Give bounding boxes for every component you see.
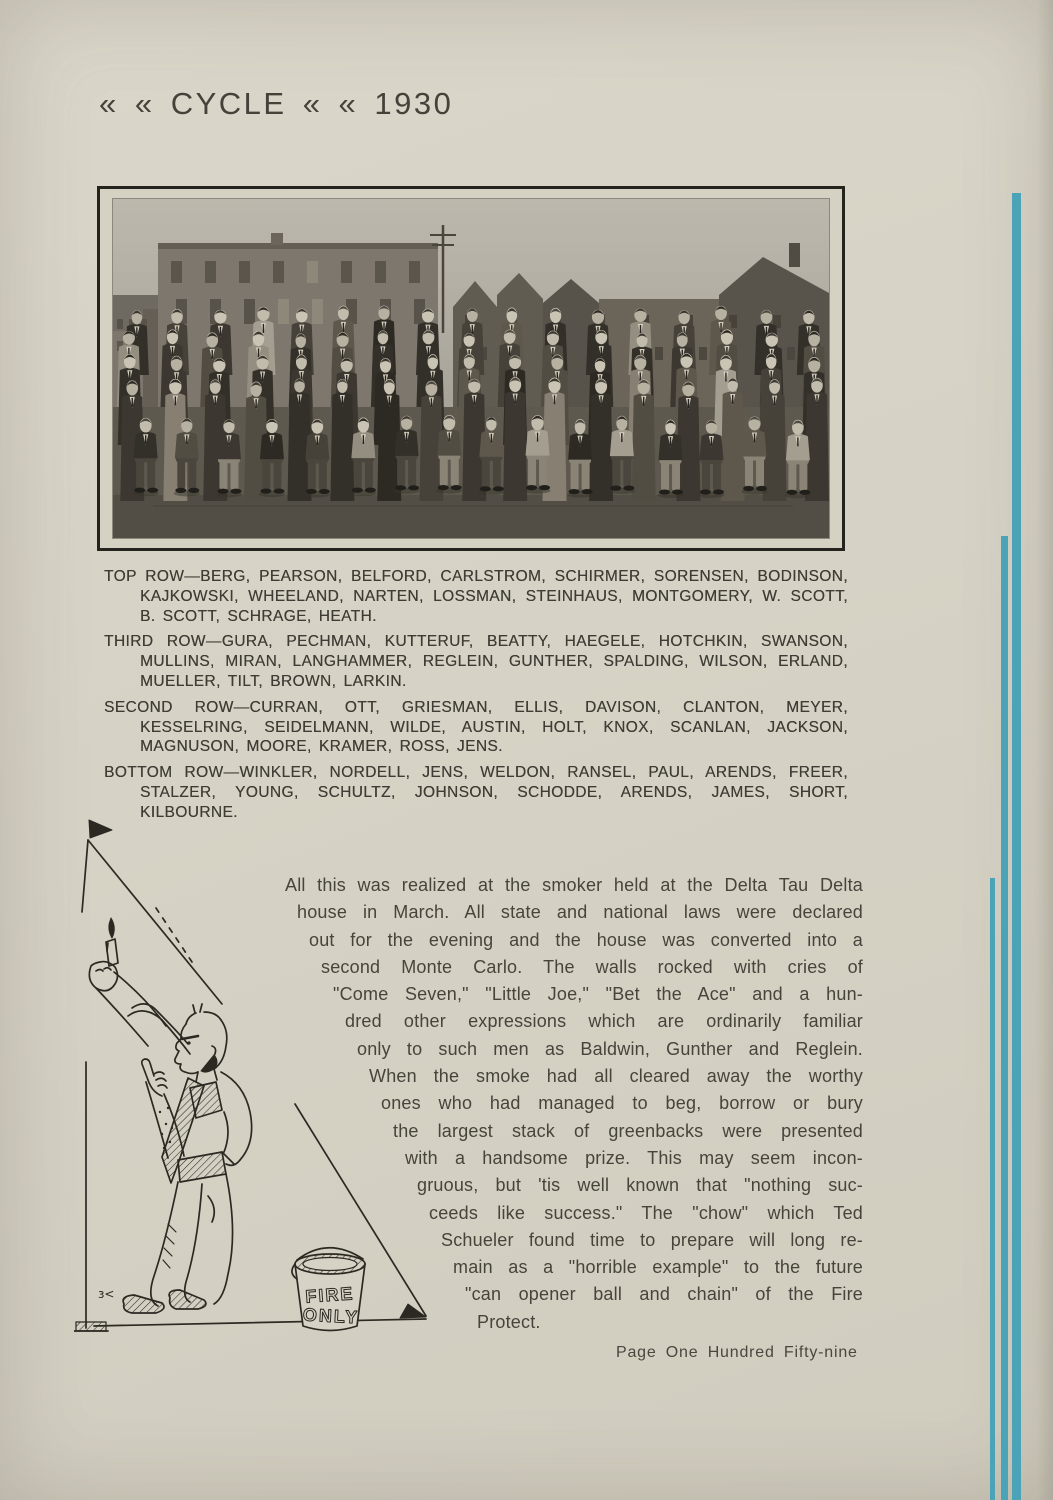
page-title: « « CYCLE « « 1930 <box>99 86 454 121</box>
body-line: "can opener ball and chain" of the Fire <box>465 1284 863 1305</box>
caption-row-names: BERG, PEARSON, BELFORD, CARLSTROM, SCHIRMER, SORENSEN, BODINSON, KAJKOWSKI, WHEELAND, NARTEN, LOSSMAN, STEINHAUS, MONTGOMERY, W. SCOTT, B. SCOTT, SCHRAGE, HEATH. <box>140 568 848 625</box>
bucket-label-fire: FIRE <box>304 1283 356 1307</box>
body-line: out for the evening and the house was converted into a <box>309 929 863 950</box>
man-figure <box>89 918 251 1313</box>
caption-row-label: TOP ROW— <box>104 568 201 585</box>
accent-bar-long <box>1012 193 1021 1500</box>
bucket-label-only: ONLY <box>302 1304 360 1328</box>
caption-row-names: CURRAN, OTT, GRIESMAN, ELLIS, DAVISON, CLANTON, MEYER, KESSELRING, SEIDELMANN, WILDE, AUSTIN, HOLT, KNOX, SCANLAN, JACKSON, MAGNUSON, MOORE, KRAMER, ROSS, JENS. <box>140 698 848 756</box>
body-line: only to such men as Baldwin, Gunther and Reglein. <box>357 1038 863 1059</box>
body-paragraph <box>285 872 863 1336</box>
caption-row-label: BOTTOM ROW— <box>104 764 240 782</box>
body-line: ceeds like success." The "chow" which Ted <box>429 1202 863 1223</box>
body-line: with a handsome prize. This may seem incon- <box>405 1147 863 1168</box>
body-line: house in March. All state and national laws were declared <box>297 902 863 923</box>
body-line: Protect. <box>477 1311 541 1332</box>
easel-pole-and-lines <box>74 820 222 1331</box>
artist-mark: ɜ< <box>98 1287 115 1301</box>
photo-caption-row <box>104 632 848 691</box>
page-edge-shading <box>1037 0 1053 1500</box>
body-line: the largest stack of greenbacks were presented <box>393 1120 863 1141</box>
caption-row-names: GURA, PECHMAN, KUTTERUF, BEATTY, HAEGELE, HOTCHKIN, SWANSON, MULLINS, MIRAN, LANGHAMMER, REGLEIN, GUNTHER, SPALDING, WILSON, ERLAND, MUELLER, TILT, BROWN, LARKIN. <box>140 633 848 690</box>
accent-bar-mid <box>1001 536 1008 1500</box>
body-line: ones who had managed to beg, borrow or bury <box>381 1093 863 1114</box>
photo-caption-row <box>104 698 848 757</box>
page-number: Page One Hundred Fifty-nine <box>616 1344 858 1361</box>
body-line: gruous, but 'tis well known that "nothing suc- <box>417 1175 863 1196</box>
photo-captions <box>104 567 848 829</box>
caption-row-label: THIRD ROW— <box>104 633 222 651</box>
group-photo <box>113 199 829 538</box>
photo-caption-row <box>104 567 848 626</box>
body-line: second Monte Carlo. The walls rocked with cries of <box>321 956 863 977</box>
accent-bar-short <box>990 878 995 1500</box>
group-photo-frame <box>97 186 845 551</box>
photo-crowd <box>117 305 829 501</box>
body-line: dred other expressions which are ordinarily familiar <box>345 1011 863 1032</box>
body-line: When the smoke had all cleared away the worthy <box>369 1066 863 1087</box>
body-line: All this was realized at the smoker held at the Delta Tau Delta <box>285 875 863 895</box>
body-line: "Come Seven," "Little Joe," "Bet the Ace" and a hun- <box>333 984 863 1005</box>
caption-row-names: WINKLER, NORDELL, JENS, WELDON, RANSEL, PAUL, ARENDS, FREER, STALZER, YOUNG, SCHULTZ, JOHNSON, SCHODDE, ARENDS, JAMES, SHORT, KILBOURNE. <box>140 764 848 821</box>
body-line: main as a "horrible example" to the future <box>453 1257 863 1278</box>
caption-row-label: SECOND ROW— <box>104 698 250 716</box>
body-line: Schueler found time to prepare will long re- <box>441 1229 863 1250</box>
